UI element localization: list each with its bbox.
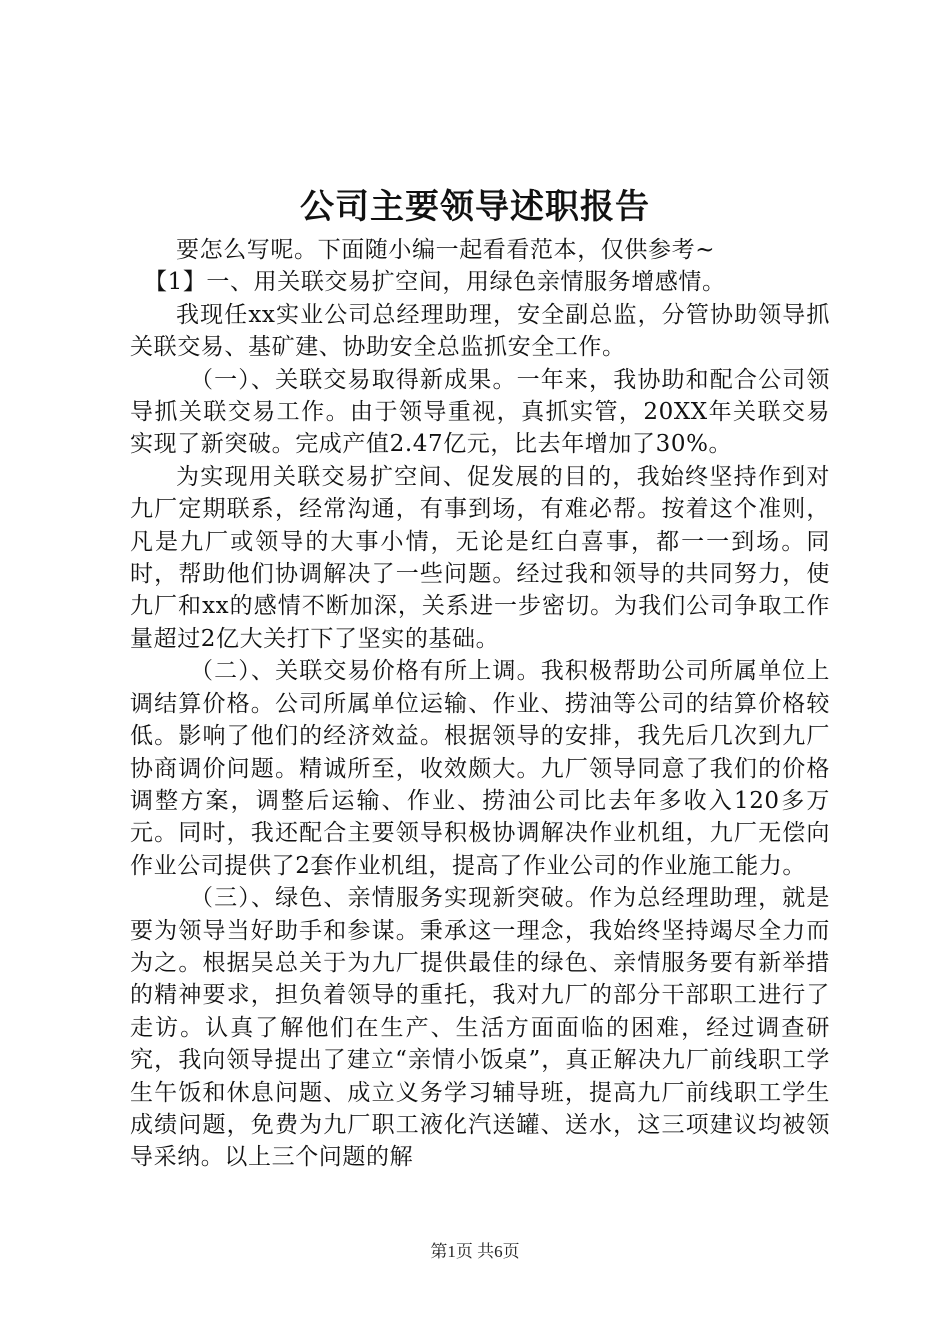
body-paragraph: 我现任xx实业公司总经理助理，安全副总监，分管协助领导抓关联交易、基矿建、协助安全总监抓安全工作。: [130, 301, 830, 361]
section-heading-1: 【1】一、用关联交易扩空间，用绿色亲情服务增感情。: [144, 269, 726, 296]
document-title: 公司主要领导述职报告: [300, 187, 650, 227]
document-body: [130, 234, 830, 1174]
intro-paragraph: 要怎么写呢。下面随小编一起看看范本，仅供参考~: [176, 237, 716, 263]
body-paragraph: （二）、关联交易价格有所上调。我积极帮助公司所属单位上调结算价格。公司所属单位运输、作业、捞油等公司的结算价格较低。影响了他们的经济效益。根据领导的安排，我先后几次到九厂协商调价问题。精诚所至，收效颇大。九厂领导同意了我们的价格调整方案，调整后运输、作业、捞油公司比去年多收入120多万元。同时，我还配合主要领导积极协调解决作业机组，九厂无偿向作业公司提供了2套作业机组，提高了作业公司的作业施工能力。: [130, 658, 830, 879]
body-paragraph: 为实现用关联交易扩空间、促发展的目的，我始终坚持作到对九厂定期联系，经常沟通，有事到场，有难必帮。按着这个准则，凡是九厂或领导的大事小情，无论是红白喜事，都一一到场。同时，帮助他们协调解决了一些问题。经过我和领导的共同努力，使九厂和xx的感情不断加深，关系进一步密切。为我们公司争取工作量超过2亿大关打下了坚实的基础。: [130, 463, 830, 652]
body-paragraph: （三）、绿色、亲情服务实现新突破。作为总经理助理，就是要为领导当好助手和参谋。秉承这一理念，我始终坚持竭尽全力而为之。根据吴总关于为九厂提供最佳的绿色、亲情服务要有新举措的精神要求，担负着领导的重托，我对九厂的部分干部职工进行了走访。认真了解他们在生产、生活方面面临的困难，经过调查研究，我向领导提出了建立“亲情小饭桌”，真正解决九厂前线职工学生午饭和休息问题、成立义务学习辅导班，提高九厂前线职工学生成绩问题，免费为九厂职工液化汽送罐、送水，这三项建议均被领导采纳。以上三个问题的解: [130, 885, 830, 1171]
body-paragraph: （一）、关联交易取得新成果。一年来，我协助和配合公司领导抓关联交易工作。由于领导重视，真抓实管，20XX年关联交易实现了新突破。完成产值2.47亿元，比去年增加了30%。: [130, 366, 830, 458]
page-number: 第1页 共6页: [430, 1242, 520, 1261]
